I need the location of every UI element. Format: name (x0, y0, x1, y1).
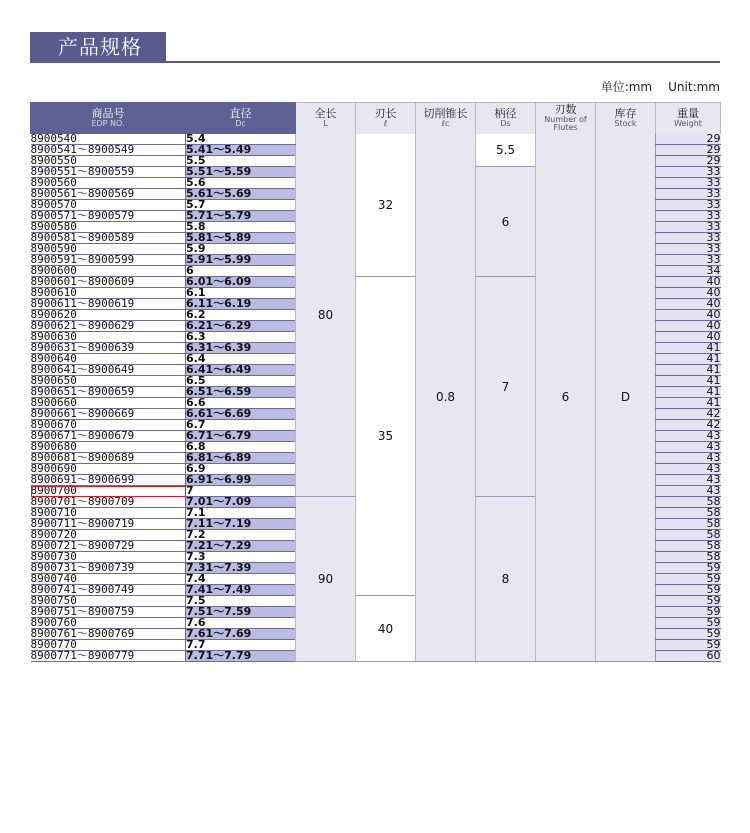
dc-cell: 6.41～6.49 (186, 365, 296, 376)
edp-cell: 8900690 (31, 464, 186, 475)
dc-cell: 6.6 (186, 398, 296, 409)
dc-cell: 7.61～7.69 (186, 629, 296, 640)
dc-cell: 7.6 (186, 618, 296, 629)
shank-cell: 6 (476, 167, 536, 277)
edp-cell: 8900540 (31, 134, 186, 145)
edp-cell: 8900751～8900759 (31, 607, 186, 618)
edp-cell: 8900671～8900679 (31, 431, 186, 442)
shank-cell: 8 (476, 497, 536, 662)
edp-cell: 8900590 (31, 244, 186, 255)
dc-cell: 7.1 (186, 508, 296, 519)
weight-cell: 41 (656, 398, 721, 409)
header-stock: 库存 Stock (596, 103, 656, 134)
weight-cell: 58 (656, 519, 721, 530)
edp-cell: 8900570 (31, 200, 186, 211)
edp-cell: 8900580 (31, 222, 186, 233)
weight-cell: 33 (656, 211, 721, 222)
section-title: 产品规格 (30, 32, 166, 62)
weight-cell: 42 (656, 409, 721, 420)
dc-cell: 6.31～6.39 (186, 343, 296, 354)
shank-cell: 5.5 (476, 134, 536, 167)
edp-cell: 8900770 (31, 640, 186, 651)
unit-label (585, 78, 720, 95)
dc-cell: 7.4 (186, 574, 296, 585)
edp-cell: 8900681～8900689 (31, 453, 186, 464)
dc-cell: 7.01～7.09 (186, 497, 296, 508)
dc-cell: 5.91～5.99 (186, 255, 296, 266)
weight-cell: 58 (656, 508, 721, 519)
flute-cell: 35 (356, 277, 416, 596)
weight-cell: 59 (656, 596, 721, 607)
edp-cell: 8900760 (31, 618, 186, 629)
weight-cell: 43 (656, 464, 721, 475)
edp-cell: 8900631～8900639 (31, 343, 186, 354)
edp-cell: 8900680 (31, 442, 186, 453)
edp-cell: 8900691～8900699 (31, 475, 186, 486)
unit-en: Unit:mm (668, 80, 720, 94)
edp-cell: 8900740 (31, 574, 186, 585)
weight-cell: 58 (656, 497, 721, 508)
header-dc: 直径 Dc (186, 103, 296, 134)
weight-cell: 29 (656, 145, 721, 156)
weight-cell: 43 (656, 431, 721, 442)
weight-cell: 59 (656, 618, 721, 629)
stock-cell: D (596, 134, 656, 662)
edp-cell: 8900581～8900589 (31, 233, 186, 244)
weight-cell: 43 (656, 475, 721, 486)
taper-cell: 0.8 (416, 134, 476, 662)
edp-cell: 8900761～8900769 (31, 629, 186, 640)
weight-cell: 40 (656, 277, 721, 288)
weight-cell: 33 (656, 167, 721, 178)
dc-cell: 6.2 (186, 310, 296, 321)
dc-cell: 5.8 (186, 222, 296, 233)
weight-cell: 59 (656, 640, 721, 651)
edp-cell: 8900610 (31, 288, 186, 299)
flutes-cell: 6 (536, 134, 596, 662)
weight-cell: 33 (656, 200, 721, 211)
edp-cell: 8900601～8900609 (31, 277, 186, 288)
dc-cell: 6.01～6.09 (186, 277, 296, 288)
edp-cell: 8900700 (31, 486, 186, 497)
dc-cell: 7.31～7.39 (186, 563, 296, 574)
weight-cell: 29 (656, 156, 721, 167)
dc-cell: 6.5 (186, 376, 296, 387)
dc-cell: 5.41～5.49 (186, 145, 296, 156)
weight-cell: 59 (656, 607, 721, 618)
dc-cell: 6.11～6.19 (186, 299, 296, 310)
weight-cell: 41 (656, 354, 721, 365)
weight-cell: 40 (656, 299, 721, 310)
weight-cell: 40 (656, 321, 721, 332)
dc-cell: 6 (186, 266, 296, 277)
weight-cell: 41 (656, 376, 721, 387)
dc-cell: 5.7 (186, 200, 296, 211)
weight-cell: 33 (656, 178, 721, 189)
weight-cell: 59 (656, 585, 721, 596)
weight-cell: 58 (656, 552, 721, 563)
edp-cell: 8900630 (31, 332, 186, 343)
weight-cell: 42 (656, 420, 721, 431)
header-length: 全长 L (296, 103, 356, 134)
flute-cell: 32 (356, 134, 416, 277)
weight-cell: 43 (656, 486, 721, 497)
edp-cell: 8900571～8900579 (31, 211, 186, 222)
unit-zh: 单位:mm (600, 80, 653, 94)
dc-cell: 6.1 (186, 288, 296, 299)
edp-cell: 8900621～8900629 (31, 321, 186, 332)
weight-cell: 29 (656, 134, 721, 145)
header-taper: 切削锥长 ℓc (416, 103, 476, 134)
length-cell: 80 (296, 134, 356, 497)
edp-cell: 8900750 (31, 596, 186, 607)
edp-cell: 8900720 (31, 530, 186, 541)
edp-cell: 8900701～8900709 (31, 497, 186, 508)
edp-cell: 8900710 (31, 508, 186, 519)
weight-cell: 41 (656, 365, 721, 376)
weight-cell: 33 (656, 244, 721, 255)
dc-cell: 7 (186, 486, 296, 497)
dc-cell: 7.5 (186, 596, 296, 607)
dc-cell: 5.6 (186, 178, 296, 189)
weight-cell: 59 (656, 574, 721, 585)
dc-cell: 6.3 (186, 332, 296, 343)
table-row (31, 134, 721, 145)
flute-cell: 40 (356, 596, 416, 662)
weight-cell: 60 (656, 651, 721, 662)
header-shank: 柄径 Ds (476, 103, 536, 134)
dc-cell: 5.71～5.79 (186, 211, 296, 222)
weight-cell: 33 (656, 233, 721, 244)
edp-cell: 8900650 (31, 376, 186, 387)
header-edp: 商品号 EDP NO. (31, 103, 186, 134)
weight-cell: 59 (656, 629, 721, 640)
dc-cell: 7.2 (186, 530, 296, 541)
weight-cell: 59 (656, 563, 721, 574)
edp-cell: 8900640 (31, 354, 186, 365)
weight-cell: 40 (656, 332, 721, 343)
dc-cell: 6.9 (186, 464, 296, 475)
dc-cell: 7.21～7.29 (186, 541, 296, 552)
edp-cell: 8900641～8900649 (31, 365, 186, 376)
header-flute-length: 刃长 ℓ (356, 103, 416, 134)
edp-cell: 8900661～8900669 (31, 409, 186, 420)
dc-cell: 5.5 (186, 156, 296, 167)
spec-table (30, 102, 721, 662)
dc-cell: 7.7 (186, 640, 296, 651)
weight-cell: 41 (656, 343, 721, 354)
edp-cell: 8900771～8900779 (31, 651, 186, 662)
dc-cell: 6.51～6.59 (186, 387, 296, 398)
title-underline (30, 61, 720, 63)
edp-cell: 8900561～8900569 (31, 189, 186, 200)
dc-cell: 6.8 (186, 442, 296, 453)
edp-cell: 8900670 (31, 420, 186, 431)
dc-cell: 6.61～6.69 (186, 409, 296, 420)
edp-cell: 8900651～8900659 (31, 387, 186, 398)
weight-cell: 41 (656, 387, 721, 398)
dc-cell: 5.9 (186, 244, 296, 255)
header-row (31, 103, 721, 134)
weight-cell: 58 (656, 541, 721, 552)
weight-cell: 40 (656, 310, 721, 321)
weight-cell: 43 (656, 453, 721, 464)
edp-cell: 8900600 (31, 266, 186, 277)
dc-cell: 6.91～6.99 (186, 475, 296, 486)
edp-cell: 8900591～8900599 (31, 255, 186, 266)
length-cell: 90 (296, 497, 356, 662)
dc-cell: 6.21～6.29 (186, 321, 296, 332)
dc-cell: 5.81～5.89 (186, 233, 296, 244)
dc-cell: 7.11～7.19 (186, 519, 296, 530)
dc-cell: 7.51～7.59 (186, 607, 296, 618)
edp-cell: 8900721～8900729 (31, 541, 186, 552)
weight-cell: 43 (656, 442, 721, 453)
dc-cell: 7.71～7.79 (186, 651, 296, 662)
edp-cell: 8900731～8900739 (31, 563, 186, 574)
edp-cell: 8900560 (31, 178, 186, 189)
dc-cell: 6.7 (186, 420, 296, 431)
weight-cell: 40 (656, 288, 721, 299)
edp-cell: 8900660 (31, 398, 186, 409)
edp-cell: 8900741～8900749 (31, 585, 186, 596)
weight-cell: 33 (656, 222, 721, 233)
dc-cell: 6.4 (186, 354, 296, 365)
edp-cell: 8900611～8900619 (31, 299, 186, 310)
header-weight: 重量 Weight (656, 103, 721, 134)
dc-cell: 5.51～5.59 (186, 167, 296, 178)
dc-cell: 5.61～5.69 (186, 189, 296, 200)
header-flutes: 刃数 Number of Flutes (536, 103, 596, 134)
weight-cell: 34 (656, 266, 721, 277)
weight-cell: 33 (656, 255, 721, 266)
weight-cell: 33 (656, 189, 721, 200)
weight-cell: 58 (656, 530, 721, 541)
shank-cell: 7 (476, 277, 536, 497)
dc-cell: 7.3 (186, 552, 296, 563)
edp-cell: 8900620 (31, 310, 186, 321)
dc-cell: 6.71～6.79 (186, 431, 296, 442)
dc-cell: 5.4 (186, 134, 296, 145)
edp-cell: 8900711～8900719 (31, 519, 186, 530)
edp-cell: 8900541～8900549 (31, 145, 186, 156)
dc-cell: 7.41～7.49 (186, 585, 296, 596)
edp-cell: 8900550 (31, 156, 186, 167)
edp-cell: 8900551～8900559 (31, 167, 186, 178)
dc-cell: 6.81～6.89 (186, 453, 296, 464)
edp-cell: 8900730 (31, 552, 186, 563)
